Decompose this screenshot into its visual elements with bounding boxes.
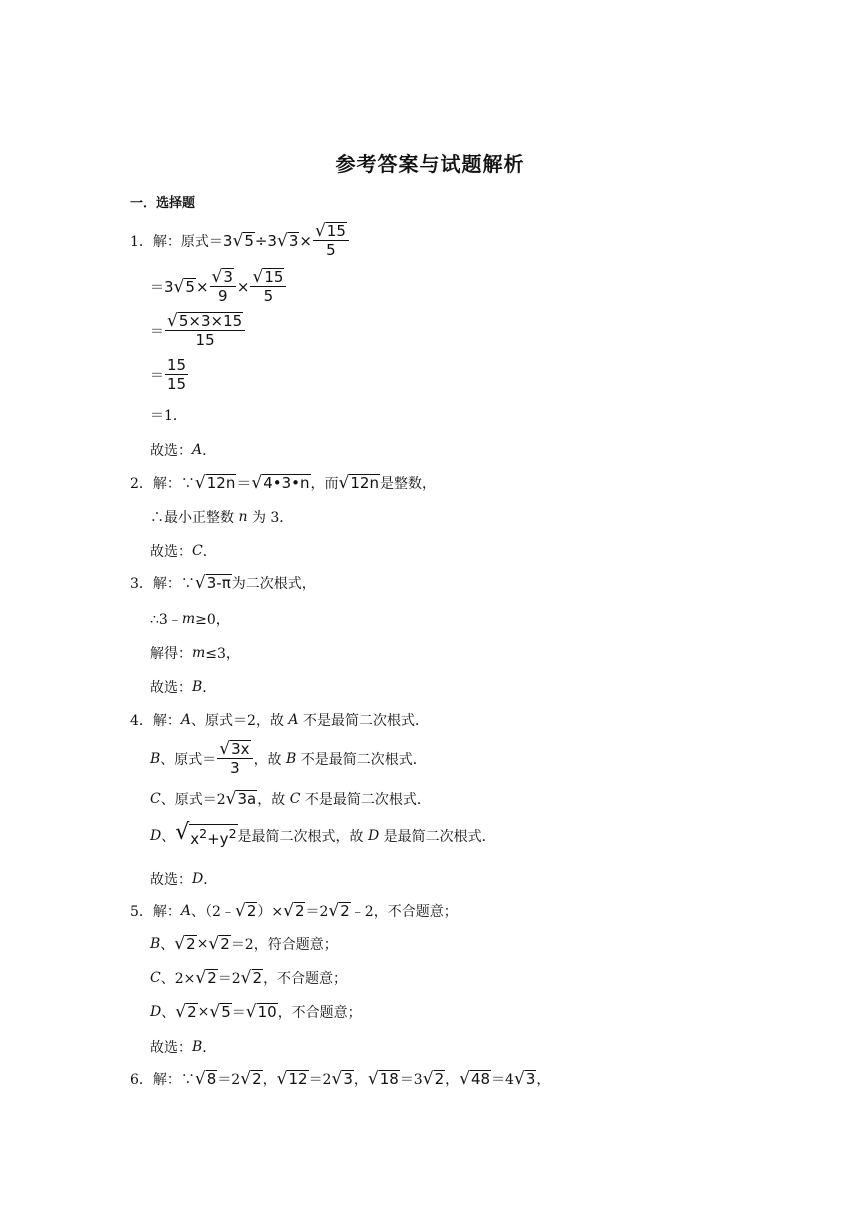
math-expression: √ 2 bbox=[208, 934, 230, 954]
option-letter: B bbox=[150, 936, 161, 952]
math-expression: √ 2 bbox=[240, 968, 263, 988]
text: ∴最小正整数 bbox=[150, 510, 234, 526]
text: 、2× bbox=[160, 971, 196, 987]
answer-letter: B bbox=[192, 679, 203, 695]
answer-letter: C bbox=[192, 543, 203, 559]
text: 、 bbox=[161, 1005, 176, 1021]
math-expression: √ 2 bbox=[174, 934, 196, 954]
option-letter: B bbox=[286, 750, 297, 767]
text: 不是最简二次根式． bbox=[304, 792, 431, 808]
q4-choice bbox=[150, 869, 217, 889]
text: ，不合题意； bbox=[277, 1005, 362, 1021]
text: 是最简二次根式，故 bbox=[237, 829, 364, 845]
math-expression: √ $x^2+y^2$ bbox=[175, 820, 237, 848]
option-letter: A bbox=[288, 712, 299, 728]
math-expression: 3 √ 5 × √ 3 9 × √ 15 5 bbox=[164, 268, 287, 305]
math-expression: √ 5 bbox=[209, 1002, 231, 1022]
q1-line-3 bbox=[150, 312, 246, 349]
math-expression: √ 48 bbox=[459, 1069, 491, 1089]
choice-label: 故选： bbox=[150, 443, 192, 459]
text: × bbox=[197, 1004, 210, 1020]
variable: m bbox=[181, 611, 196, 627]
q1-line-1 bbox=[130, 222, 350, 259]
option-letter: C bbox=[150, 970, 161, 986]
math-expression: 3 √ 5 ÷3 √ 3 × √ 15 5 bbox=[223, 222, 350, 259]
variable: m bbox=[192, 645, 206, 661]
math-expression: √ 2 bbox=[422, 1069, 445, 1089]
option-letter: C bbox=[150, 791, 161, 807]
text: 、 bbox=[160, 937, 175, 953]
text: ﹣2，不合题意； bbox=[350, 904, 458, 920]
text: ）× bbox=[257, 904, 284, 920]
variable: n bbox=[238, 509, 248, 525]
choice-label: 故选： bbox=[150, 680, 192, 696]
text: ，而 bbox=[310, 475, 339, 492]
q1-line-4 bbox=[150, 356, 189, 393]
text: 、原式＝2 bbox=[160, 792, 226, 808]
math-expression: √ 2 bbox=[283, 901, 305, 921]
math-expression: √ 2 bbox=[175, 1002, 197, 1022]
option-letter: D bbox=[150, 828, 162, 844]
text: ＝2 bbox=[217, 1072, 241, 1088]
page-title: 参考答案与试题解析 bbox=[335, 152, 525, 176]
choice-label: 故选： bbox=[150, 872, 192, 888]
q5-choice bbox=[150, 1037, 216, 1057]
q3-line-3 bbox=[150, 643, 240, 663]
math-expression: √ 8 bbox=[194, 1069, 217, 1089]
period: ． bbox=[202, 1040, 217, 1056]
q5-line-c bbox=[150, 968, 347, 988]
period: ． bbox=[202, 544, 217, 560]
option-letter: D bbox=[150, 1004, 162, 1020]
q1-line-2 bbox=[150, 268, 287, 305]
q2-choice bbox=[150, 541, 217, 561]
math-expression: √ 3 bbox=[331, 1069, 353, 1089]
math-expression: √ 18 bbox=[367, 1069, 399, 1089]
q2-line-2 bbox=[150, 507, 293, 527]
math-expression: √ 2 bbox=[234, 901, 257, 921]
text: ＝3 bbox=[399, 1072, 423, 1088]
period: ． bbox=[202, 443, 217, 459]
math-expression: √ 3x 3 bbox=[216, 740, 253, 777]
text: ＝2 bbox=[217, 971, 241, 987]
text: ≤3， bbox=[205, 646, 240, 662]
text: 、（2﹣ bbox=[191, 904, 235, 920]
text: ， bbox=[536, 1072, 551, 1088]
equals-sign: ＝ bbox=[150, 323, 164, 340]
q1-result: ＝1． bbox=[150, 408, 187, 424]
text: 、原式＝2，故 bbox=[191, 713, 284, 729]
math-expression: √ 12n ＝ √ 4•3•n bbox=[194, 472, 310, 493]
answer-letter: A bbox=[192, 442, 203, 458]
text: 是整数， bbox=[379, 475, 436, 492]
text: ≥0， bbox=[195, 612, 230, 628]
math-expression: √ 3-π bbox=[194, 573, 231, 593]
answer-letter: D bbox=[192, 871, 204, 887]
text: 解得： bbox=[150, 646, 192, 662]
option-letter: C bbox=[289, 791, 301, 807]
q5-line-d bbox=[150, 1002, 362, 1022]
period: ． bbox=[202, 680, 217, 696]
text: × bbox=[196, 936, 209, 952]
q5-line-a bbox=[130, 901, 458, 921]
period: ． bbox=[203, 872, 218, 888]
math-expression: √ 10 bbox=[245, 1002, 277, 1022]
q3-choice bbox=[150, 677, 216, 697]
text: ，故 bbox=[253, 751, 282, 768]
equals-sign: ＝ bbox=[150, 367, 164, 384]
q2-line-1 bbox=[130, 472, 436, 493]
choice-label: 故选： bbox=[150, 1040, 192, 1056]
q4-label: 4．解： bbox=[130, 713, 181, 729]
q4-line-c bbox=[150, 789, 431, 809]
q2-label: 2．解：∵ bbox=[130, 475, 195, 492]
math-expression: √ 12 bbox=[276, 1069, 308, 1089]
text: 、原式＝ bbox=[160, 751, 217, 768]
text: ， bbox=[353, 1072, 368, 1088]
option-letter: A bbox=[180, 712, 192, 728]
math-expression: √ 2 bbox=[195, 968, 217, 988]
option-letter: A bbox=[180, 903, 192, 919]
equals-sign: ＝ bbox=[150, 279, 164, 296]
math-expression: $\frac{15}{15}$ bbox=[167, 356, 187, 393]
text: ＝2 bbox=[305, 904, 329, 920]
choice-label: 故选： bbox=[150, 544, 192, 560]
q6-line-1 bbox=[130, 1069, 550, 1089]
q5-line-b bbox=[150, 934, 338, 954]
option-letter: D bbox=[367, 828, 380, 844]
math-expression: √ 3a bbox=[225, 789, 257, 809]
option-letter: B bbox=[150, 750, 161, 767]
math-expression: √ 5×3×15 15 bbox=[164, 312, 246, 349]
q4-line-b bbox=[150, 740, 427, 777]
text: ∴3﹣ bbox=[150, 612, 182, 628]
text: ＝ bbox=[231, 1005, 246, 1021]
q5-label: 5．解： bbox=[130, 904, 181, 920]
q4-line-a bbox=[130, 710, 429, 730]
text: 为二次根式， bbox=[231, 576, 316, 592]
text: 、 bbox=[161, 829, 176, 845]
text: ， bbox=[445, 1072, 460, 1088]
text: ＝2 bbox=[308, 1072, 332, 1088]
text: ，不合题意； bbox=[263, 971, 348, 987]
math-expression: √ 2 bbox=[240, 1069, 262, 1089]
text: ＝2，符合题意； bbox=[230, 937, 338, 953]
q1-choice bbox=[150, 440, 216, 460]
text: ， bbox=[262, 1072, 277, 1088]
answer-letter: B bbox=[192, 1039, 203, 1055]
math-expression: √ 12n bbox=[338, 472, 379, 493]
text: ，故 bbox=[257, 792, 286, 808]
q3-line-1 bbox=[130, 573, 316, 593]
text: 是最简二次根式． bbox=[383, 829, 496, 845]
q1-label: 1．解：原式＝ bbox=[130, 233, 223, 250]
math-expression: √ 2 bbox=[328, 901, 350, 921]
text: ＝4 bbox=[491, 1072, 514, 1088]
q3-line-2 bbox=[150, 609, 230, 629]
text: 不是最简二次根式． bbox=[300, 751, 427, 768]
q6-label: 6．解：∵ bbox=[130, 1072, 195, 1088]
math-expression: √ 3 bbox=[513, 1069, 536, 1089]
q4-line-d bbox=[150, 820, 496, 848]
section-heading: 一．选择题 bbox=[130, 196, 196, 211]
q3-label: 3．解：∵ bbox=[130, 576, 195, 592]
text: 为 3． bbox=[251, 510, 294, 526]
text: 不是最简二次根式． bbox=[303, 713, 429, 729]
